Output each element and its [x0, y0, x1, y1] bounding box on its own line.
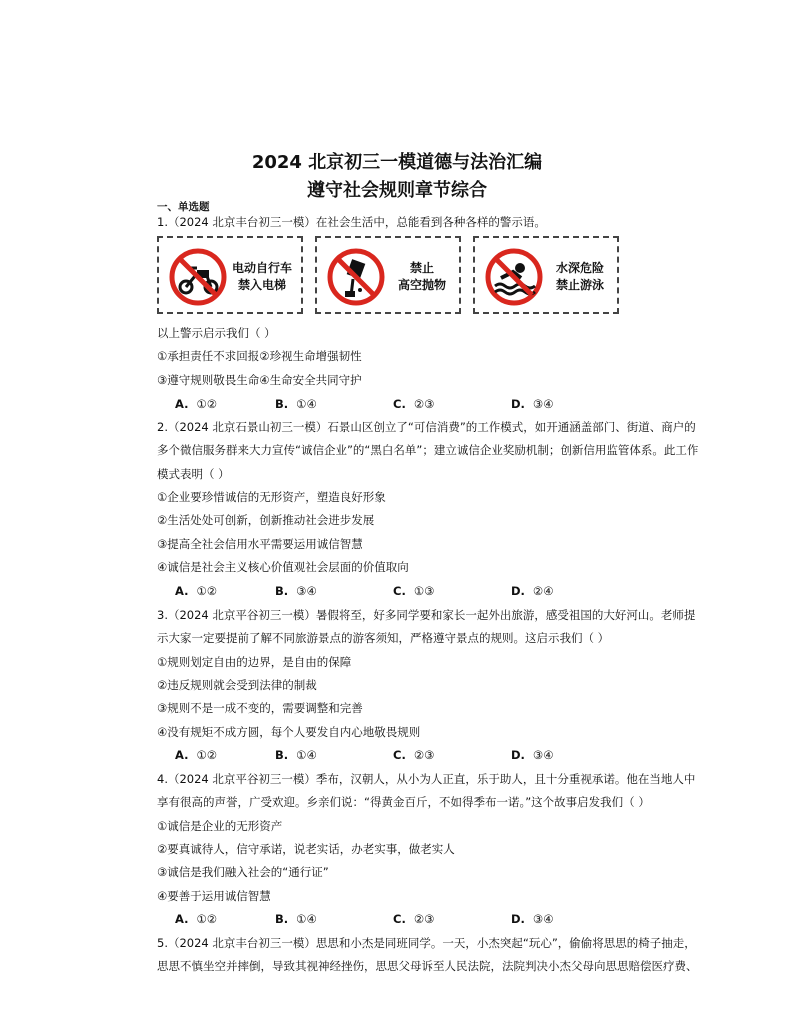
option-c[interactable]	[393, 584, 434, 598]
question-2-statement: ①企业要珍惜诚信的无形资产，塑造良好形象	[157, 490, 386, 504]
sign-caption	[225, 260, 299, 294]
sign-caption-line: 水深危险	[555, 261, 604, 275]
no-throwing-icon	[325, 246, 387, 308]
sign-no-throwing	[315, 236, 461, 314]
no-ebike-icon	[167, 246, 229, 308]
question-1-statement: ①承担责任不求回报②珍视生命增强韧性	[157, 349, 362, 363]
question-2-stem: 多个微信服务群来大力宣传“诚信企业”的“黑白名单”；建立诚信企业奖励机制；创新信用监管体系。此工作	[157, 443, 699, 457]
question-2-statement: ③提高全社会信用水平需要运用诚信智慧	[157, 537, 363, 551]
sign-caption-line: 禁止	[409, 261, 434, 275]
option-b[interactable]	[275, 397, 317, 411]
question-3-stem: 3.（2024 北京平谷初三一模）暑假将至，好多同学要和家长一起外出旅游，感受祖国的大好河山。老师提	[157, 608, 696, 622]
question-4-statement: ①诚信是企业的无形资产	[157, 819, 283, 833]
option-text: ①②	[196, 397, 218, 411]
option-text: ①④	[296, 912, 317, 926]
option-text: ②④	[532, 584, 554, 598]
sign-no-swimming	[473, 236, 619, 314]
option-text: ③④	[296, 584, 317, 598]
no-swimming-icon	[483, 246, 545, 308]
option-key: D.	[511, 584, 525, 598]
option-key: B.	[275, 912, 289, 926]
option-text: ②③	[413, 397, 435, 411]
sign-caption-line: 禁入电梯	[237, 278, 286, 292]
sign-caption-line: 电动自行车	[231, 261, 292, 275]
question-4-stem: 享有很高的声誉，广受欢迎。乡亲们说：“得黄金百斤，不如得季布一诺。”这个故事启发我们（ ）	[157, 795, 650, 809]
option-c[interactable]	[393, 748, 434, 762]
question-4-statement: ②要真诚待人，信守承诺，说老实话，办老实事，做老实人	[157, 842, 455, 856]
option-d[interactable]	[511, 748, 554, 762]
question-1-stem: 1.（2024 北京丰台初三一模）在社会生活中，总能看到各种各样的警示语。	[157, 215, 546, 229]
warning-signs	[157, 236, 621, 318]
document-subtitle: 遵守社会规则章节综合	[307, 180, 487, 201]
question-2-stem: 2.（2024 北京石景山初三一模）石景山区创立了“可信消费”的工作模式，如开通涵盖部门、街道、商户的	[157, 420, 696, 434]
option-key: A.	[175, 584, 189, 598]
sign-caption	[545, 260, 615, 294]
sign-caption-line: 高空抛物	[397, 278, 446, 292]
question-2-statement: ④诚信是社会主义核心价值观社会层面的价值取向	[157, 560, 409, 574]
option-text: ①④	[296, 397, 317, 411]
option-key: C.	[393, 584, 406, 598]
question-2-statement: ②生活处处可创新，创新推动社会进步发展	[157, 513, 375, 527]
question-4-statement: ③诚信是我们融入社会的“通行证”	[157, 865, 329, 879]
option-key: C.	[393, 912, 406, 926]
document-title: 2024 北京初三一模道德与法治汇编	[251, 152, 543, 173]
question-5-stem: 5.（2024 北京丰台初三一模）思思和小杰是同班同学。一天，小杰突起“玩心”，偷偷将思思的椅子抽走，	[157, 936, 696, 950]
option-text: ①②	[196, 912, 218, 926]
sign-caption-line: 禁止游泳	[555, 278, 604, 292]
option-key: C.	[393, 397, 406, 411]
option-b[interactable]	[275, 748, 317, 762]
option-a[interactable]	[175, 397, 217, 411]
option-text: ①④	[296, 748, 317, 762]
option-a[interactable]	[175, 584, 217, 598]
option-text: ①③	[413, 584, 435, 598]
question-2-stem: 模式表明（ ）	[157, 467, 230, 481]
question-4-statement: ④要善于运用诚信智慧	[157, 889, 271, 903]
question-3-stem: 示大家一定要提前了解不同旅游景点的游客须知，严格遵守景点的规则。这启示我们（ ）	[157, 631, 610, 645]
option-c[interactable]	[393, 397, 434, 411]
question-3-statement: ④没有规矩不成方圆，每个人要发自内心地敬畏规则	[157, 725, 421, 739]
option-text: ③④	[532, 397, 554, 411]
option-d[interactable]	[511, 584, 554, 598]
section-heading: 一、单选题	[157, 201, 210, 213]
question-4-stem: 4.（2024 北京平谷初三一模）季布，汉朝人，从小为人正直，乐于助人，且十分重视承诺。他在当地人中	[157, 772, 696, 786]
option-a[interactable]	[175, 748, 217, 762]
option-a[interactable]	[175, 912, 217, 926]
option-key: B.	[275, 584, 289, 598]
question-1-statement: ③遵守规则敬畏生命④生命安全共同守护	[157, 373, 362, 387]
option-text: ②③	[413, 912, 435, 926]
question-5-stem: 思思不慎坐空并摔倒，导致其视神经挫伤，思思父母诉至人民法院，法院判决小杰父母向思思赔偿医疗费、	[157, 959, 698, 973]
question-3-statement: ①规则划定自由的边界，是自由的保障	[157, 655, 352, 669]
option-d[interactable]	[511, 397, 554, 411]
sign-caption	[387, 260, 457, 294]
option-key: A.	[175, 397, 189, 411]
option-c[interactable]	[393, 912, 434, 926]
sign-no-ebike	[157, 236, 303, 314]
option-d[interactable]	[511, 912, 554, 926]
option-key: D.	[511, 748, 525, 762]
question-3-statement: ③规则不是一成不变的，需要调整和完善	[157, 701, 363, 715]
option-text: ①②	[196, 748, 218, 762]
option-b[interactable]	[275, 584, 317, 598]
option-key: C.	[393, 748, 406, 762]
option-b[interactable]	[275, 912, 317, 926]
option-key: A.	[175, 748, 189, 762]
option-key: A.	[175, 912, 189, 926]
question-3-statement: ②违反规则就会受到法律的制裁	[157, 678, 317, 692]
option-key: B.	[275, 748, 289, 762]
option-key: D.	[511, 912, 525, 926]
option-text: ②③	[413, 748, 435, 762]
option-text: ③④	[532, 748, 554, 762]
option-text: ③④	[532, 912, 554, 926]
option-key: B.	[275, 397, 289, 411]
option-text: ①②	[196, 584, 218, 598]
question-1-prompt: 以上警示启示我们（ ）	[157, 326, 276, 340]
option-key: D.	[511, 397, 525, 411]
